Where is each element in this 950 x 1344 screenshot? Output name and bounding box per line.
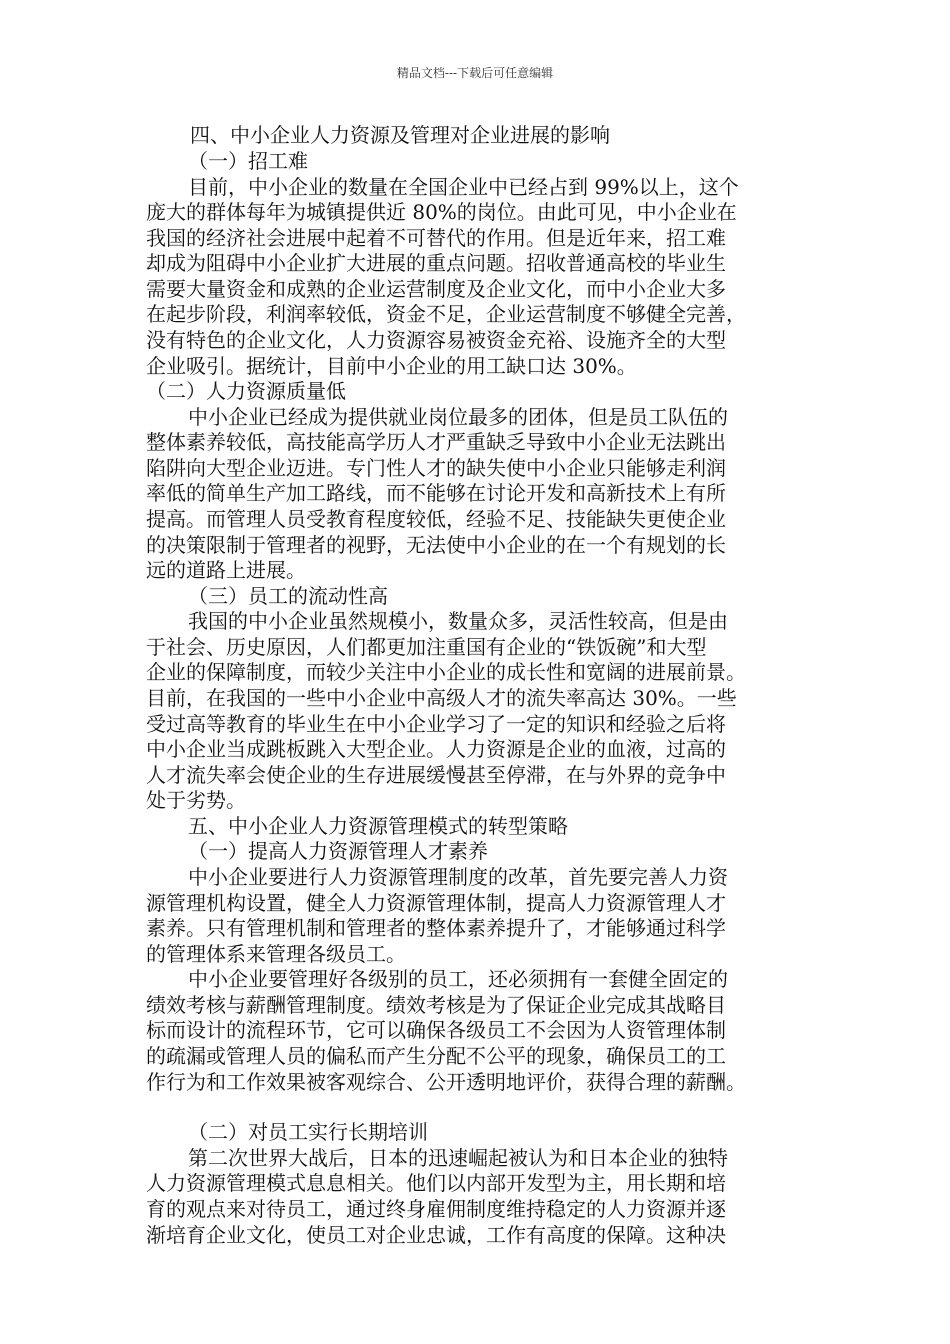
paragraph-line: 第二次世界大战后，日本的迅速崛起被认为和日本企业的独特 [188,1146,728,1170]
paragraph-line: 育的观点来对待员工，通过终身雇佣制度维持稳定的人力资源并逐 [146,1197,726,1221]
section-heading: 五、中小企业人力资源管理模式的转型策略 [188,814,568,838]
subsection-heading: （三）员工的流动性高 [188,584,388,608]
paragraph-line: 远的道路上进展。 [146,558,306,582]
paragraph-line: 我国的经济社会进展中起着不可替代的作用。但是近年来，招工难 [146,226,726,250]
paragraph-line: 需要大量资金和成熟的企业运营制度及企业文化，而中小企业大多 [146,277,726,301]
paragraph-line: 的决策限制于管理者的视野，无法使中小企业的在一个有规划的长 [146,533,726,557]
paragraph-line: 绩效考核与薪酬管理制度。绩效考核是为了保证企业完成其战略目 [146,993,726,1017]
paragraph-line: 我国的中小企业虽然规模小，数量众多，灵活性较高，但是由 [188,609,728,633]
paragraph-line: 处于劣势。 [146,788,246,812]
paragraph-line: 渐培育企业文化，使员工对企业忠诚，工作有高度的保障。这种决 [146,1223,726,1247]
paragraph-line: 的管理体系来管理各级员工。 [146,942,406,966]
paragraph-line: 却成为阻碍中小企业扩大进展的重点问题。招收普通高校的毕业生 [146,251,726,275]
paragraph-line: 整体素养较低，高技能高学历人才严重缺乏导致中小企业无法跳出 [146,430,726,454]
paragraph-line: 标而设计的流程环节，它可以确保各级员工不会因为人资管理体制 [146,1018,726,1042]
page-header: 精品文档---下载后可任意编辑 [396,66,554,80]
subsection-heading: （二）人力资源质量低 [146,379,346,403]
paragraph-line: 人力资源管理模式息息相关。他们以内部开发型为主，用长期和培 [146,1171,726,1195]
paragraph-line: 率低的简单生产加工路线，而不能够在讨论开发和高新技术上有所 [146,481,726,505]
paragraph-line: 作行为和工作效果被客观综合、公开透明地评价，获得合理的薪酬。 [146,1070,746,1094]
paragraph-line: 目前，中小企业的数量在全国企业中已经占到 99%以上，这个 [188,175,739,199]
paragraph-line: 企业吸引。据统计，目前中小企业的用工缺口达 30%。 [146,354,637,378]
paragraph-line: 在起步阶段，利润率较低，资金不足，企业运营制度不够健全完善， [146,302,746,326]
paragraph-line: 目前，在我国的一些中小企业中高级人才的流失率高达 30%。一些 [146,686,737,710]
paragraph-line: 受过高等教育的毕业生在中小企业学习了一定的知识和经验之后将 [146,712,726,736]
paragraph-line: 的疏漏或管理人员的偏私而产生分配不公平的现象，确保员工的工 [146,1044,726,1068]
subsection-heading: （一）招工难 [188,149,308,173]
subsection-heading: （一）提高人力资源管理人才素养 [188,839,488,863]
paragraph-line: 陷阱向大型企业迈进。专门性人才的缺失使中小企业只能够走利润 [146,456,726,480]
paragraph-line: 庞大的群体每年为城镇提供近 80%的岗位。由此可见，中小企业在 [146,200,737,224]
paragraph-line: 素养。只有管理机制和管理者的整体素养提升了，才能够通过科学 [146,916,726,940]
subsection-heading: （二）对员工实行长期培训 [188,1120,428,1144]
paragraph-line: 中小企业已经成为提供就业岗位最多的团体，但是员工队伍的 [188,405,728,429]
paragraph-line: 中小企业要进行人力资源管理制度的改革，首先要完善人力资 [188,865,728,889]
paragraph-line: 源管理机构设置，健全人力资源管理体制，提高人力资源管理人才 [146,891,726,915]
section-heading: 四、中小企业人力资源及管理对企业进展的影响 [190,123,610,147]
paragraph-line: 中小企业要管理好各级别的员工，还必须拥有一套健全固定的 [188,967,728,991]
paragraph-line: 中小企业当成跳板跳入大型企业。人力资源是企业的血液，过高的 [146,737,726,761]
paragraph-line: 于社会、历史原因，人们都更加注重国有企业的“铁饭碗”和大型 [146,635,707,659]
paragraph-line: 企业的保障制度，而较少关注中小企业的成长性和宽阔的进展前景。 [146,660,746,684]
paragraph-line: 人才流失率会使企业的生存进展缓慢甚至停滞，在与外界的竞争中 [146,763,726,787]
paragraph-line: 提高。而管理人员受教育程度较低，经验不足、技能缺失更使企业 [146,507,726,531]
paragraph-line: 没有特色的企业文化，人力资源容易被资金充裕、设施齐全的大型 [146,328,726,352]
